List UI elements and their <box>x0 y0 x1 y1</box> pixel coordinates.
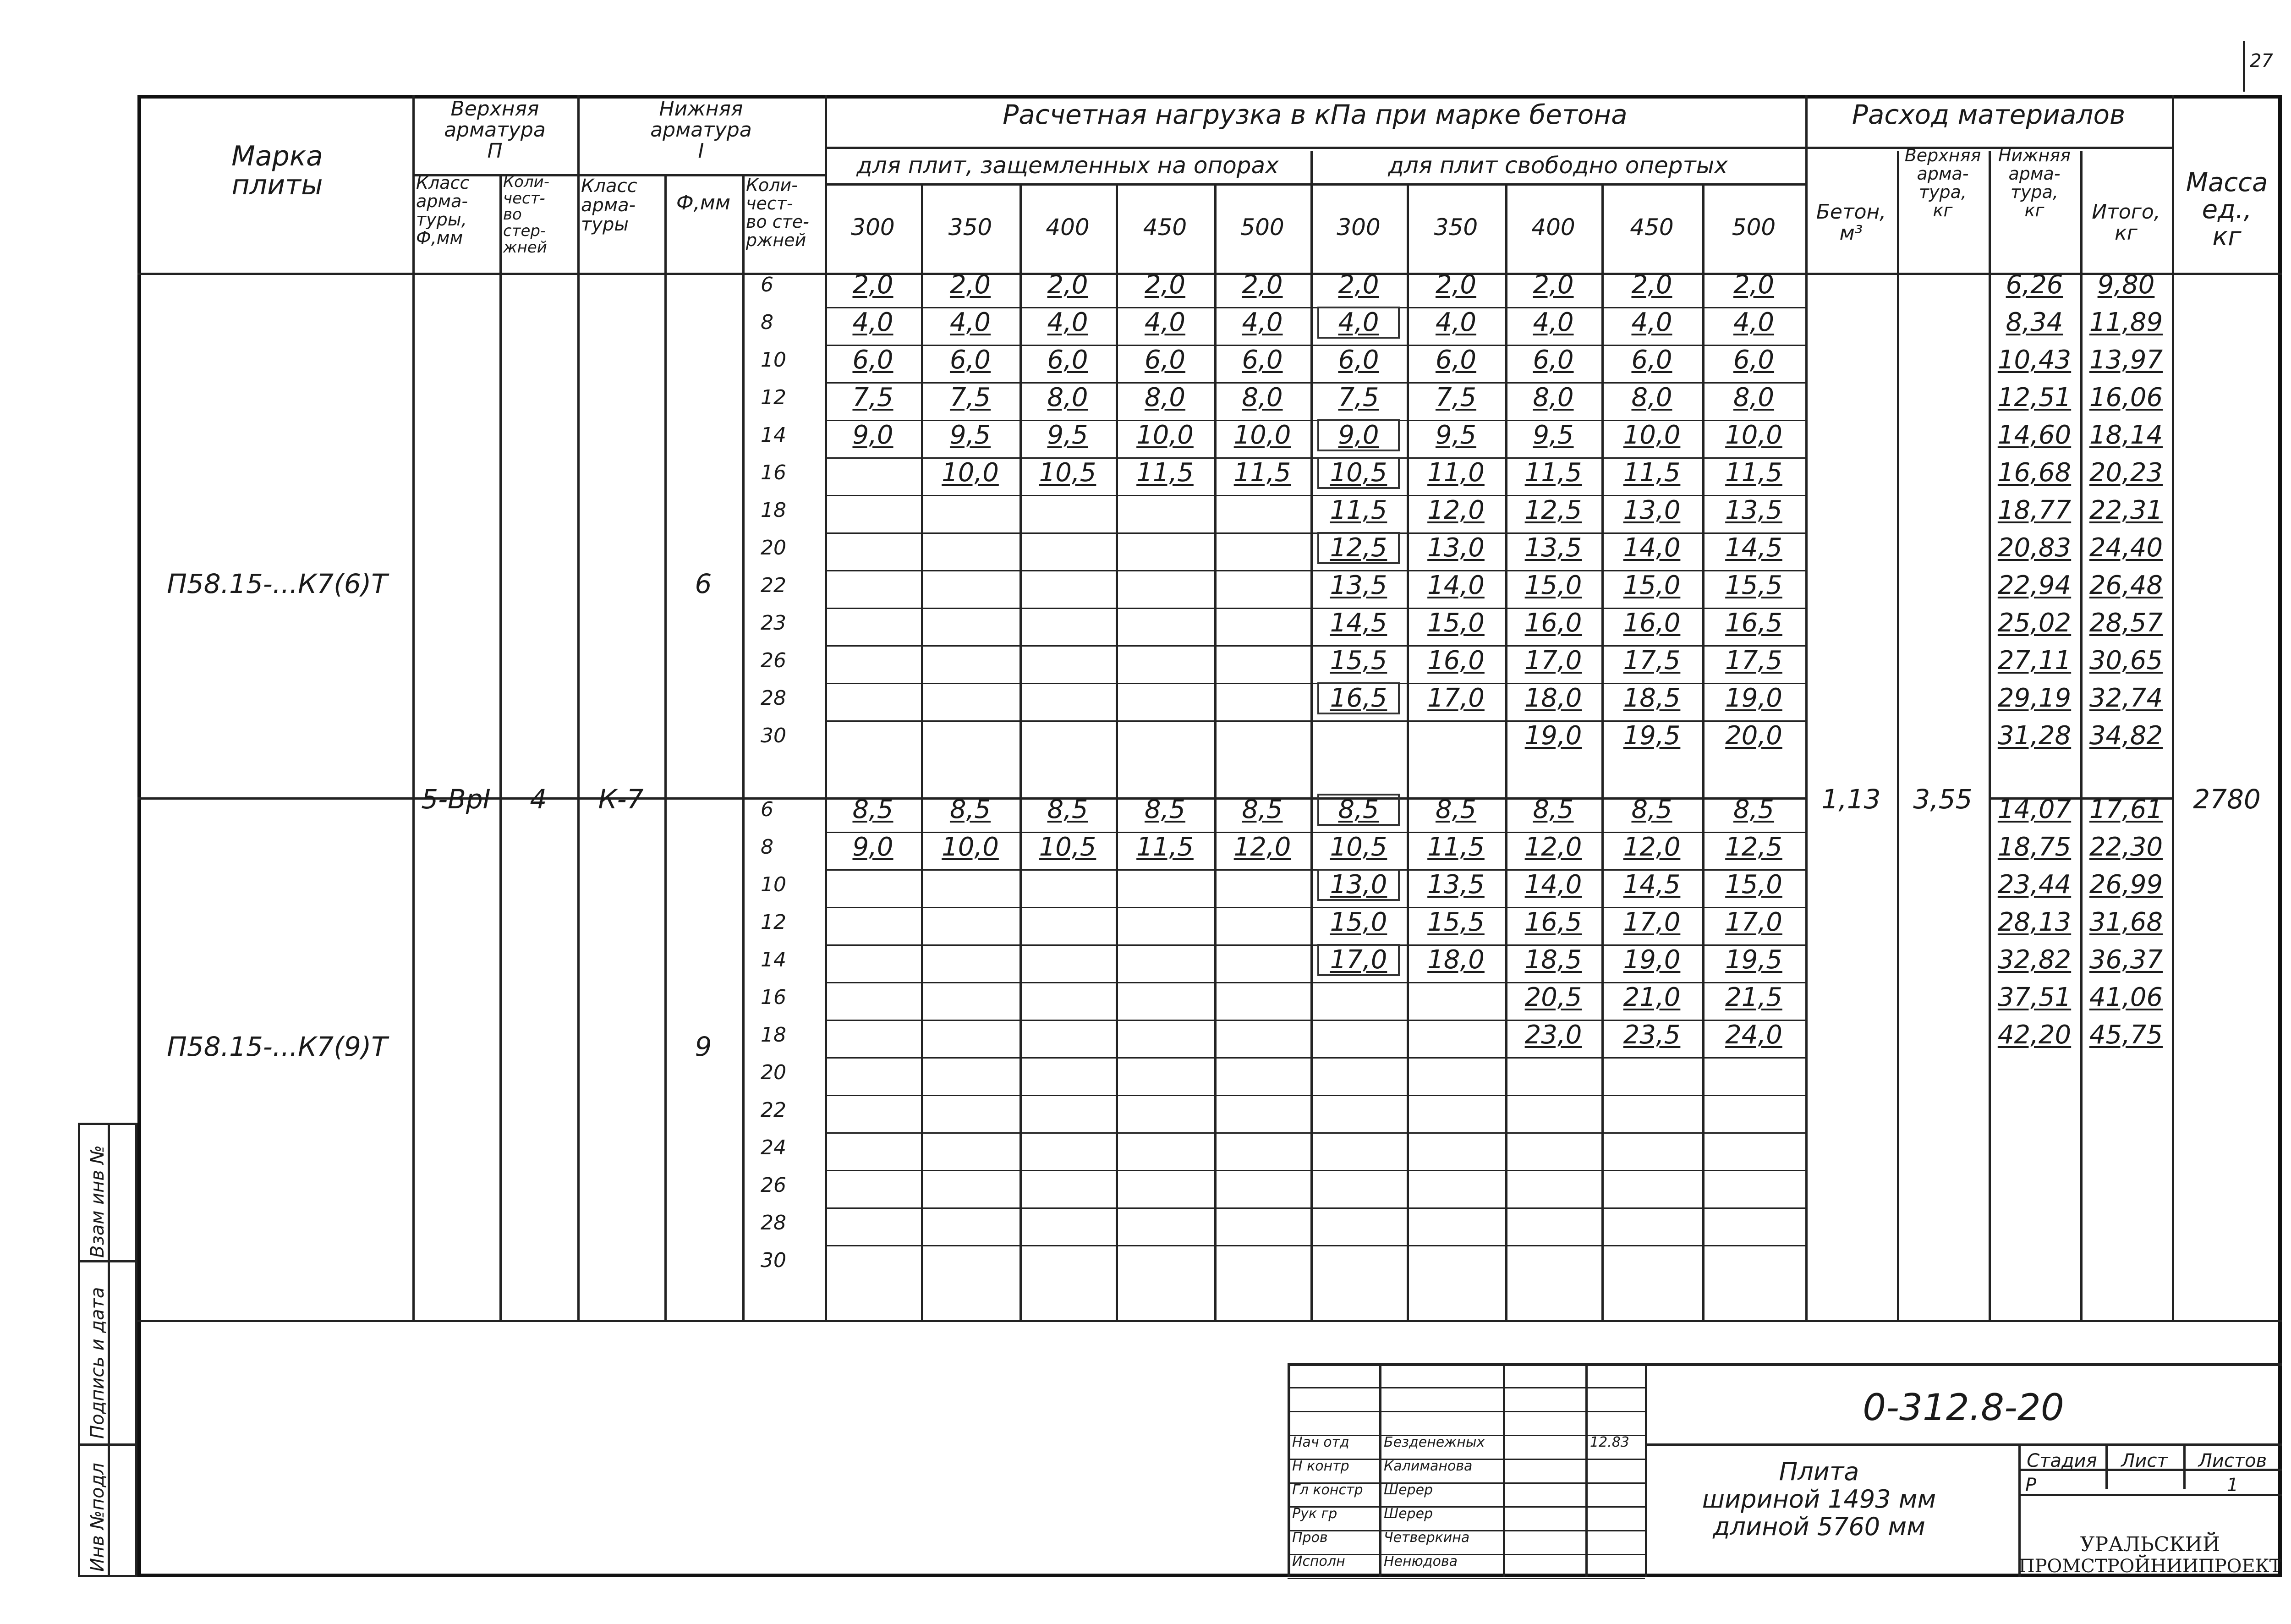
load-fixed-cell: 4,0 <box>949 307 991 337</box>
load-free-cell: 16,5 <box>1725 608 1782 638</box>
rod-count: 8 <box>761 835 773 859</box>
load-free-cell: 4,0 <box>1338 307 1379 337</box>
total-mass-cell: 28,57 <box>2089 608 2163 638</box>
load-free-cell: 17,0 <box>1330 945 1387 975</box>
load-fixed-cell: 10,0 <box>1233 420 1291 450</box>
stage-label: Стадия <box>2027 1450 2097 1471</box>
side-inv-replacement: Взам инв № <box>87 1145 108 1258</box>
load-free-cell: 21,0 <box>1623 982 1681 1012</box>
total-mass-cell: 32,74 <box>2089 683 2163 713</box>
load-fixed-cell: 11,5 <box>1233 458 1291 488</box>
load-fixed-cell: 9,0 <box>852 832 893 862</box>
load-free-cell: 13,5 <box>1330 571 1387 600</box>
rod-count: 20 <box>761 536 786 560</box>
load-free-cell: 7,5 <box>1435 383 1477 412</box>
stamp-name: Четверкина <box>1384 1530 1470 1546</box>
load-free-cell: 6,0 <box>1533 345 1574 375</box>
load-fixed-cell: 8,0 <box>1047 383 1088 412</box>
unit-mass-value: 2780 <box>2193 784 2261 815</box>
load-free-cell: 16,5 <box>1524 907 1582 937</box>
load-free-cell: 15,5 <box>1330 646 1387 675</box>
highlight-box <box>1317 419 1400 451</box>
header-upper-reinforcement: Верхняя арматура П <box>444 97 546 163</box>
total-mass-cell: 13,97 <box>2089 345 2163 375</box>
group-1-phi: 6 <box>695 568 712 599</box>
highlight-box <box>1317 794 1400 826</box>
load-free-cell: 12,5 <box>1524 495 1582 525</box>
stamp-hline <box>1288 1411 1645 1412</box>
header-free-plates: для плит свободно опертых <box>1388 152 1728 179</box>
load-free-cell: 19,0 <box>1524 721 1582 751</box>
rod-count: 14 <box>761 423 786 447</box>
load-free-cell: 4,0 <box>1733 307 1775 337</box>
side-inv-original: Инв №подл <box>87 1463 108 1572</box>
load-free-cell: 19,0 <box>1623 945 1681 975</box>
header-upper-count: Коли- чест- во стер- жней <box>503 173 550 257</box>
load-free-cell: 13,5 <box>1427 870 1485 900</box>
total-mass-cell: 24,40 <box>2089 533 2163 563</box>
load-free-cell: 6,0 <box>1435 345 1477 375</box>
grid-hline-load-sub <box>825 147 1805 149</box>
load-fixed-cell: 4,0 <box>1242 307 1283 337</box>
rod-count: 24 <box>761 1136 786 1159</box>
load-free-cell: 9,5 <box>1533 420 1574 450</box>
grade-header-free: 500 <box>1732 214 1776 241</box>
load-fixed-cell: 8,0 <box>1144 383 1186 412</box>
load-fixed-cell: 4,0 <box>852 307 893 337</box>
lower-steel-cell: 12,51 <box>1997 383 2072 412</box>
grid-hline-body-bottom <box>137 1320 2282 1322</box>
stamp-role: Пров <box>1292 1530 1328 1546</box>
header-materials: Расход материалов <box>1852 99 2126 130</box>
load-free-cell: 17,5 <box>1725 646 1782 675</box>
load-fixed-cell: 8,5 <box>949 795 991 824</box>
load-fixed-cell: 6,0 <box>852 345 893 375</box>
load-free-cell: 11,0 <box>1427 458 1485 488</box>
load-free-cell: 2,0 <box>1733 270 1775 300</box>
total-mass-cell: 41,06 <box>2089 982 2163 1012</box>
sheets-value: 1 <box>2226 1475 2239 1496</box>
load-fixed-cell: 9,5 <box>949 420 991 450</box>
highlight-box <box>1317 532 1400 564</box>
load-free-cell: 19,0 <box>1725 683 1782 713</box>
total-mass-cell: 31,68 <box>2089 907 2163 937</box>
load-free-cell: 6,0 <box>1338 345 1379 375</box>
rod-count: 16 <box>761 986 786 1009</box>
load-free-cell: 8,5 <box>1435 795 1477 824</box>
load-free-cell: 12,0 <box>1427 495 1485 525</box>
load-free-cell: 12,0 <box>1524 832 1582 862</box>
load-free-cell: 16,0 <box>1524 608 1582 638</box>
total-mass-cell: 11,89 <box>2089 307 2163 337</box>
stage-value: Р <box>2025 1475 2037 1496</box>
grade-header-fixed: 450 <box>1143 214 1187 241</box>
load-free-cell: 12,0 <box>1623 832 1681 862</box>
header-lower-phi: Ф,мм <box>676 191 731 214</box>
rod-count: 26 <box>761 649 786 672</box>
rod-count: 14 <box>761 948 786 971</box>
upper-steel-value: 3,55 <box>1913 784 1973 815</box>
rod-count: 10 <box>761 348 786 372</box>
load-free-cell: 17,5 <box>1623 646 1681 675</box>
load-free-cell: 11,5 <box>1623 458 1681 488</box>
load-free-cell: 2,0 <box>1631 270 1672 300</box>
load-free-cell: 8,5 <box>1533 795 1574 824</box>
rod-count: 20 <box>761 1061 786 1084</box>
load-free-cell: 8,5 <box>1338 795 1379 824</box>
lower-steel-cell: 27,11 <box>1997 646 2072 675</box>
rod-count: 22 <box>761 574 786 597</box>
total-mass-cell: 34,82 <box>2089 721 2163 751</box>
load-free-cell: 15,5 <box>1427 907 1485 937</box>
load-free-cell: 2,0 <box>1435 270 1477 300</box>
grade-header-free: 300 <box>1337 214 1381 241</box>
lower-steel-cell: 10,43 <box>1997 345 2072 375</box>
load-fixed-cell: 11,5 <box>1136 458 1194 488</box>
rod-count: 26 <box>761 1174 786 1197</box>
grid-vline <box>577 95 580 1320</box>
grid-hline-row <box>825 1170 1805 1171</box>
grid-hline-row <box>825 1245 1805 1246</box>
grid-hline-row <box>825 1132 1805 1134</box>
grade-header-fixed: 350 <box>948 214 992 241</box>
load-fixed-cell: 8,0 <box>1242 383 1283 412</box>
load-free-cell: 14,0 <box>1524 870 1582 900</box>
grid-vline <box>2172 95 2174 1320</box>
load-free-cell: 14,0 <box>1623 533 1681 563</box>
load-free-cell: 8,5 <box>1733 795 1775 824</box>
load-free-cell: 14,5 <box>1725 533 1782 563</box>
total-mass-cell: 17,61 <box>2089 795 2163 824</box>
load-free-cell: 15,5 <box>1725 571 1782 600</box>
grid-vline <box>664 174 667 1320</box>
total-mass-cell: 30,65 <box>2089 646 2163 675</box>
load-fixed-cell: 10,5 <box>1039 458 1096 488</box>
load-free-cell: 14,5 <box>1330 608 1387 638</box>
lower-steel-cell: 42,20 <box>1997 1020 2072 1050</box>
header-fixed-plates: для плит, защемленных на опорах <box>856 152 1279 179</box>
load-free-cell: 6,0 <box>1733 345 1775 375</box>
lower-steel-cell: 20,83 <box>1997 533 2072 563</box>
lower-steel-cell: 25,02 <box>1997 608 2072 638</box>
load-free-cell: 11,5 <box>1330 495 1387 525</box>
rod-count: 8 <box>761 311 773 334</box>
upper-count-value: 4 <box>530 784 547 815</box>
total-mass-cell: 22,30 <box>2089 832 2163 862</box>
stamp-date: 12.83 <box>1590 1434 1629 1450</box>
load-fixed-cell: 4,0 <box>1047 307 1088 337</box>
total-mass-cell: 16,06 <box>2089 383 2163 412</box>
header-upper-class: Класс арма- туры, Ф,мм <box>416 173 470 248</box>
header-lower-count: Коли- чест- во сте- ржней <box>746 175 809 250</box>
rod-count: 16 <box>761 461 786 484</box>
rod-count: 30 <box>761 724 786 747</box>
grid-vline <box>412 95 415 1320</box>
load-fixed-cell: 6,0 <box>1047 345 1088 375</box>
load-free-cell: 13,5 <box>1725 495 1782 525</box>
stamp-vline <box>1585 1363 1588 1577</box>
grade-header-fixed: 300 <box>851 214 895 241</box>
load-free-cell: 10,0 <box>1623 420 1681 450</box>
stamp-role: Н контр <box>1292 1458 1349 1474</box>
grid-vline <box>1897 151 1899 1320</box>
rod-count: 28 <box>761 1211 786 1234</box>
load-free-cell: 4,0 <box>1435 307 1477 337</box>
load-free-cell: 8,0 <box>1631 383 1672 412</box>
total-mass-cell: 18,14 <box>2089 420 2163 450</box>
highlight-box <box>1317 457 1400 489</box>
load-free-cell: 14,0 <box>1427 571 1485 600</box>
lower-steel-cell: 8,34 <box>2006 307 2063 337</box>
rod-count: 6 <box>761 798 773 821</box>
load-free-cell: 11,5 <box>1427 832 1485 862</box>
group-2-mark: П58.15-...К7(9)Т <box>167 1031 388 1062</box>
header-total: Итого, кг <box>2092 200 2160 245</box>
load-free-cell: 15,0 <box>1725 870 1782 900</box>
load-free-cell: 13,5 <box>1524 533 1582 563</box>
load-free-cell: 17,0 <box>1427 683 1485 713</box>
sheets-label: Листов <box>2198 1450 2267 1471</box>
load-free-cell: 14,5 <box>1623 870 1681 900</box>
load-fixed-cell: 8,5 <box>1242 795 1283 824</box>
load-fixed-cell: 7,5 <box>949 383 991 412</box>
load-free-cell: 13,0 <box>1330 870 1387 900</box>
total-mass-cell: 20,23 <box>2089 458 2163 488</box>
total-mass-cell: 45,75 <box>2089 1020 2163 1050</box>
stamp-name: Калиманова <box>1384 1458 1473 1474</box>
rod-count: 6 <box>761 273 773 296</box>
lower-steel-cell: 16,68 <box>1997 458 2072 488</box>
load-fixed-cell: 6,0 <box>1242 345 1283 375</box>
rod-count: 18 <box>761 1023 786 1047</box>
load-free-cell: 23,0 <box>1524 1020 1582 1050</box>
grid-hline-grades <box>825 183 1805 186</box>
sheet-label: Лист <box>2121 1450 2168 1471</box>
rod-count: 10 <box>761 873 786 896</box>
load-free-cell: 15,0 <box>1623 571 1681 600</box>
load-free-cell: 8,5 <box>1631 795 1672 824</box>
load-free-cell: 23,5 <box>1623 1020 1681 1050</box>
stamp-hline <box>1288 1578 1645 1579</box>
upper-class-value: 5-ВрI <box>421 784 491 815</box>
load-free-cell: 2,0 <box>1338 270 1379 300</box>
grid-vline <box>499 174 502 1320</box>
stamp-name: Шерер <box>1384 1482 1433 1498</box>
load-free-cell: 13,0 <box>1623 495 1681 525</box>
header-concrete: Бетон, м³ <box>1816 200 1886 245</box>
rod-count: 18 <box>761 499 786 522</box>
load-free-cell: 18,5 <box>1623 683 1681 713</box>
load-free-cell: 18,5 <box>1524 945 1582 975</box>
load-fixed-cell: 8,5 <box>1144 795 1186 824</box>
load-fixed-cell: 9,5 <box>1047 420 1088 450</box>
header-plate-mark: Марка плиты <box>231 140 323 201</box>
document-code: 0-312.8-20 <box>1863 1386 2064 1429</box>
grid-hline-row <box>825 1095 1805 1096</box>
group-1-mark: П58.15-...К7(6)Т <box>167 568 388 599</box>
grade-header-fixed: 400 <box>1046 214 1090 241</box>
load-fixed-cell: 10,0 <box>942 832 999 862</box>
lower-steel-cell: 6,26 <box>2006 270 2063 300</box>
load-free-cell: 2,0 <box>1533 270 1574 300</box>
load-free-cell: 17,0 <box>1725 907 1782 937</box>
load-fixed-cell: 8,5 <box>1047 795 1088 824</box>
lower-steel-cell: 18,75 <box>1997 832 2072 862</box>
grade-header-fixed: 500 <box>1240 214 1284 241</box>
rod-count: 12 <box>761 911 786 934</box>
total-mass-cell: 26,48 <box>2089 571 2163 600</box>
load-free-cell: 8,0 <box>1733 383 1775 412</box>
side-signature-date: Подпись и дата <box>87 1287 108 1439</box>
load-free-cell: 9,0 <box>1338 420 1379 450</box>
load-fixed-cell: 6,0 <box>1144 345 1186 375</box>
highlight-box <box>1317 869 1400 901</box>
lower-steel-cell: 31,28 <box>1997 721 2072 751</box>
grade-header-free: 450 <box>1630 214 1674 241</box>
load-free-cell: 13,0 <box>1427 533 1485 563</box>
load-fixed-cell: 6,0 <box>949 345 991 375</box>
load-free-cell: 15,0 <box>1330 907 1387 937</box>
concrete-value: 1,13 <box>1821 784 1881 815</box>
stamp-name: Безденежных <box>1384 1434 1485 1450</box>
grid-vline <box>742 174 745 1320</box>
stamp-role: Исполн <box>1292 1553 1345 1569</box>
grid-hline-row <box>825 1207 1805 1209</box>
load-free-cell: 8,0 <box>1533 383 1574 412</box>
load-fixed-cell: 2,0 <box>1144 270 1186 300</box>
corner-tick <box>2243 41 2245 92</box>
stamp-vline <box>1503 1363 1505 1577</box>
lower-steel-cell: 29,19 <box>1997 683 2072 713</box>
highlight-box <box>1317 307 1400 339</box>
header-lower-reinforcement: Нижняя арматура I <box>650 97 752 163</box>
load-free-cell: 15,0 <box>1524 571 1582 600</box>
load-free-cell: 16,0 <box>1623 608 1681 638</box>
header-unit-mass: Масса ед., кг <box>2186 168 2268 252</box>
stamp-name: Ненюдова <box>1384 1553 1458 1569</box>
load-fixed-cell: 2,0 <box>1242 270 1283 300</box>
load-fixed-cell: 2,0 <box>852 270 893 300</box>
load-free-cell: 18,0 <box>1524 683 1582 713</box>
total-mass-cell: 9,80 <box>2097 270 2155 300</box>
load-fixed-cell: 7,5 <box>852 383 893 412</box>
lower-steel-cell: 37,51 <box>1997 982 2072 1012</box>
load-free-cell: 12,5 <box>1725 832 1782 862</box>
load-free-cell: 9,5 <box>1435 420 1477 450</box>
load-free-cell: 15,0 <box>1427 608 1485 638</box>
header-design-load: Расчетная нагрузка в кПа при марке бетона <box>1003 99 1628 130</box>
header-lower-steel: Нижняя арма- тура, кг <box>1998 145 2071 220</box>
load-fixed-cell: 10,5 <box>1039 832 1096 862</box>
grade-header-free: 400 <box>1531 214 1575 241</box>
title-line-2: шириной 1493 мм <box>1702 1485 1936 1514</box>
load-free-cell: 4,0 <box>1631 307 1672 337</box>
load-free-cell: 16,5 <box>1330 683 1387 713</box>
rod-count: 28 <box>761 686 786 710</box>
lower-steel-cell: 22,94 <box>1997 571 2072 600</box>
load-free-cell: 10,0 <box>1725 420 1782 450</box>
lower-steel-cell: 14,60 <box>1997 420 2072 450</box>
rod-count: 30 <box>761 1249 786 1272</box>
lower-class-value: К-7 <box>598 784 644 815</box>
title-line-1: Плита <box>1779 1457 1859 1486</box>
load-free-cell: 20,0 <box>1725 721 1782 751</box>
load-fixed-cell: 10,0 <box>942 458 999 488</box>
load-fixed-cell: 2,0 <box>949 270 991 300</box>
stamp-hline <box>1645 1443 2282 1446</box>
grade-header-free: 350 <box>1434 214 1478 241</box>
organization-line-1: УРАЛЬСКИЙ <box>2080 1533 2220 1556</box>
rod-count: 12 <box>761 386 786 409</box>
load-fixed-cell: 4,0 <box>1144 307 1186 337</box>
grid-hline-row <box>825 1057 1805 1059</box>
load-free-cell: 12,5 <box>1330 533 1387 563</box>
load-free-cell: 18,0 <box>1427 945 1485 975</box>
stamp-role: Гл констр <box>1292 1482 1363 1498</box>
header-upper-steel: Верхняя арма- тура, кг <box>1904 145 1981 220</box>
highlight-box <box>1317 944 1400 976</box>
load-free-cell: 4,0 <box>1533 307 1574 337</box>
lower-steel-cell: 23,44 <box>1997 870 2072 900</box>
stamp-vline <box>1379 1363 1381 1577</box>
group-2-phi: 9 <box>695 1031 712 1062</box>
load-free-cell: 17,0 <box>1623 907 1681 937</box>
load-free-cell: 19,5 <box>1623 721 1681 751</box>
total-mass-cell: 22,31 <box>2089 495 2163 525</box>
load-fixed-cell: 8,5 <box>852 795 893 824</box>
highlight-box <box>1317 682 1400 714</box>
load-fixed-cell: 2,0 <box>1047 270 1088 300</box>
load-fixed-cell: 9,0 <box>852 420 893 450</box>
stamp-role: Рук гр <box>1292 1506 1337 1522</box>
rod-count: 22 <box>761 1098 786 1122</box>
load-free-cell: 21,5 <box>1725 982 1782 1012</box>
stamp-hline <box>1288 1506 1645 1508</box>
title-line-3: длиной 5760 мм <box>1713 1512 1925 1541</box>
lower-steel-cell: 32,82 <box>1997 945 2072 975</box>
stamp-hline <box>1288 1387 1645 1388</box>
lower-steel-cell: 28,13 <box>1997 907 2072 937</box>
lower-steel-cell: 18,77 <box>1997 495 2072 525</box>
load-free-cell: 6,0 <box>1631 345 1672 375</box>
load-free-cell: 7,5 <box>1338 383 1379 412</box>
corner-mark: 27 <box>2250 50 2273 71</box>
stamp-name: Шерер <box>1384 1506 1433 1522</box>
lower-steel-cell: 14,07 <box>1997 795 2072 824</box>
load-free-cell: 10,5 <box>1330 458 1387 488</box>
header-lower-class: Класс арма- туры <box>581 176 637 235</box>
rod-count: 23 <box>761 611 786 635</box>
load-fixed-cell: 12,0 <box>1233 832 1291 862</box>
total-mass-cell: 36,37 <box>2089 945 2163 975</box>
load-fixed-cell: 11,5 <box>1136 832 1194 862</box>
load-fixed-cell: 10,0 <box>1136 420 1194 450</box>
load-free-cell: 24,0 <box>1725 1020 1782 1050</box>
load-free-cell: 10,5 <box>1330 832 1387 862</box>
organization-line-2: ПРОМСТРОЙНИИПРОЕКТ <box>2018 1556 2282 1577</box>
load-free-cell: 11,5 <box>1524 458 1582 488</box>
load-free-cell: 11,5 <box>1725 458 1782 488</box>
stamp-role: Нач отд <box>1292 1434 1349 1450</box>
load-free-cell: 17,0 <box>1524 646 1582 675</box>
total-mass-cell: 26,99 <box>2089 870 2163 900</box>
load-free-cell: 19,5 <box>1725 945 1782 975</box>
grid-vline <box>1805 95 1808 1320</box>
load-free-cell: 20,5 <box>1524 982 1582 1012</box>
load-free-cell: 16,0 <box>1427 646 1485 675</box>
